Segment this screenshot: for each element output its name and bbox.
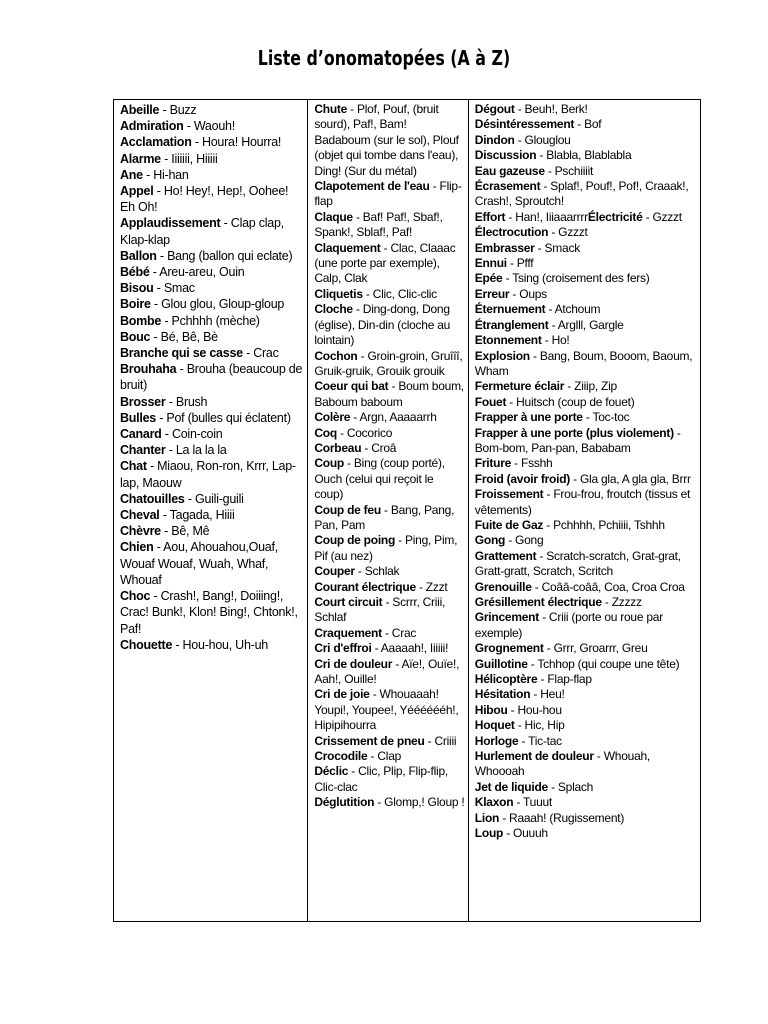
list-item: Froissement - Frou-frou, froutch (tissus et vêtements) [474,487,691,517]
entry-sound: Tuuut [523,795,553,810]
list-item: Coup - Bing (coup porté), Ouch (celui qui reçoit le coup) [314,456,445,502]
entry-sound: Whouah, Whoooah [474,749,651,779]
list-item: Grincement - Criii (porte ou roue par exemple) [474,610,663,640]
entry-term: Coq [314,425,337,440]
entry-sound: Glou glou, Gloup-gloup [161,297,285,312]
entry-term: Court circuit [314,595,383,609]
list-item: Court circuit - Scrrr, Criii, Schlaf [314,595,446,625]
list-item: Bombe - Pchhhh (mèche) [120,313,260,328]
entry-sound: Raaah! (Rugissement) [509,810,625,825]
entry-term: Coup [314,456,344,471]
entry-term: Branche qui se casse [120,346,243,361]
list-item: Erreur - Oups [474,286,547,301]
entry-term: Guillotine [474,656,528,671]
list-item: Ane - Hi-han [120,167,189,182]
list-item: Électrocution - Gzzzt [474,225,588,240]
entry-term: Colère [314,410,351,425]
entry-sound: Arglll, Gargle [557,317,624,332]
entry-sound: Miaou, Ron-ron, Krrr, Lap-lap, Maouw [120,459,296,490]
entry-term: Hélicoptère [474,672,538,687]
list-item: Cheval - Tagada, Hiiii [120,508,235,523]
list-item: Lion - Raaah! (Rugissement) [474,810,625,825]
list-item: Froid (avoir froid) - Gla gla, A gla gla, Brrr [474,471,691,486]
list-item: Hoquet - Hic, Hip [474,718,565,733]
entry-sound: Clic, Plip, Flip-flip, Clic-clac [314,764,448,794]
entry-term: Froissement [474,487,544,502]
entry-sound: Argn, Aaaaarrh [359,410,437,425]
entry-sound: Criii (porte ou roue par exemple) [474,610,663,640]
entry-sound: La la la la [175,443,227,458]
entry-sound: Coââ-coââ, Coa, Croa Croa [541,579,685,594]
entry-sound: Glomp,! Gloup ! [384,795,465,810]
entry-sound: Croâ [371,440,397,455]
entry-sound: Atchoum [554,302,601,317]
entry-term: Crissement de pneu [314,733,425,748]
entry-sound: Blabla, Blablabla [546,148,632,163]
entry-term: Cri de joie [314,687,370,702]
entry-term: Choc [120,589,151,604]
entry-sound: Beuh!, Berk! [524,102,588,116]
entry-term: Coup de feu [314,502,381,517]
list-item: Horloge - Tic-tac [474,733,562,748]
list-item: Discussion - Blabla, Blablabla [474,148,632,163]
list-item: Claque - Baf! Paf!, Sbaf!, Spank!, Sblaf!, Paf! [314,209,443,240]
list-item: Coup de feu - Bang, Pang, Pan, Pam [314,502,455,532]
list-item: Grenouille - Coââ-coââ, Coa, Croa Croa [474,579,685,594]
entry-sound: Huitsch (coup de fouet) [516,394,635,409]
list-item: Craquement - Crac [314,625,417,640]
entry-term: Chèvre [120,524,161,539]
list-item: Chatouilles - Guili-guili [120,491,244,506]
entry-sound: Boum boum, Baboum baboum [314,379,464,409]
entry-sound: Gzzzt [558,225,588,240]
entry-term: Brouhaha [120,362,177,377]
entry-sound: Ding-dong, Dong (église), Din-din (cloche au lointain) [314,302,451,348]
list-item: Loup - Ouuuh [474,826,548,841]
entry-sound: Aou, Ahouahou,Ouaf, Wouaf Wouaf, Wuah, Whaf, Whouaf [120,540,278,587]
list-item: Ennui - Pfff [474,256,534,271]
list-item: Coq - Cocorico [314,425,393,440]
entry-sound: Smac [163,281,195,296]
entry-term: Discussion [474,148,537,163]
entry-sound: Gzzzt [652,209,682,224]
entry-term: Etonnement [474,333,542,348]
entry-sound: Flap-flap [547,672,592,687]
entry-term: Bisou [120,281,154,296]
entry-sound: Tchhop (qui coupe une tête) [537,656,680,671]
entry-sound: Bé, Bê, Bè [160,329,218,344]
list-item: Explosion - Bang, Boum, Booom, Baoum, Wham [474,348,693,378]
list-item: Gong - Gong [474,533,544,548]
list-item: Eau gazeuse - Pschiiiit [474,163,594,178]
list-item: Fuite de Gaz - Pchhhh, Pchiiii, Tshhh [474,517,665,532]
entry-sound: Toc-toc [592,410,630,425]
list-item: Courant électrique - Zzzt [314,579,448,594]
list-item: Appel - Ho! Hey!, Hep!, Oohee! Eh Oh! [120,184,289,215]
entry-sound: Glouglou [524,132,571,147]
list-item: Dindon - Glouglou [474,132,571,147]
entry-sound: Hi-han [153,167,189,182]
entry-sound: Pof (bulles qui éclatent) [166,410,291,425]
entry-term: Coeur qui bat [314,379,389,394]
entry-term: Epée [474,271,503,286]
entry-term: Fuite de Gaz [474,517,544,532]
entry-sound: Bom-bom, Pan-pan, Bababam [474,440,631,455]
entry-term: Dindon [474,132,515,147]
entry-term: Cochon [314,348,358,363]
entry-sound: Scratch-scratch, Grat-grat, Gratt-gratt, Scratch, Scritch [474,548,681,579]
entry-sound: Gong [515,533,544,548]
entry-term: Gong [474,533,506,548]
entry-term: Déclic [314,764,349,779]
entry-term: Hurlement de douleur [474,749,594,764]
entry-sound: Bing (coup porté), Ouch (celui qui reçoit le coup) [314,456,445,502]
entry-sound: Fsshh [520,456,553,471]
entry-term: Crocodile [314,749,368,764]
list-item: Effort - Han!, IiiaaarrrrÉlectricité - Gzzzt [474,209,682,224]
entry-sound: Bang, Pang, Pan, Pam [314,502,455,532]
entry-term: Klaxon [474,795,514,810]
list-item: Coup de poing - Ping, Pim, Pif (au nez) [314,533,458,563]
list-item: Déglutition - Glomp,! Gloup ! [314,795,465,810]
entry-sound: Hou-hou [517,702,562,717]
entry-term: Courant électrique [314,579,416,594]
list-item: Cloche - Ding-dong, Dong (église), Din-din (cloche au lointain) [314,302,451,348]
list-item: Klaxon - Tuuut [474,795,553,810]
list-item: Coeur qui bat - Boum boum, Baboum baboum [314,379,464,409]
entry-term: Alarme [120,151,161,166]
list-item: Fermeture éclair - Ziiip, Zip [474,379,617,394]
list-item: Crocodile - Clap [314,749,402,764]
entry-sound: Hou-hou, Uh-uh [182,637,268,652]
list-item: Epée - Tsing (croisement des fers) [474,271,650,286]
entry-sound: Heu! [540,687,565,702]
entry-sound: Schlak [364,564,400,579]
entry-term: Étranglement [474,317,549,332]
entry-sound: Plof, Pouf, (bruit sourd), Paf!, Bam! Badaboum (sur le sol), Plouf (objet qui tombe dans l'eau), Ding! (Sur du métal) [314,102,459,178]
entry-term: Grattement [474,548,537,563]
list-item: Déclic - Clic, Plip, Flip-flip, Clic-clac [314,764,448,794]
list-item: Etonnement - Ho! [474,333,570,348]
entry-sound: Groin-groin, Gruîîî, Gruik-gruik, Grouik grouik [314,348,463,378]
entry-sound: Crac [253,346,279,361]
list-item: Cochon - Groin-groin, Gruîîî, Gruik-gruik, Grouik grouik [314,348,463,378]
entry-term: Friture [474,456,512,471]
entry-term: Grincement [474,610,539,625]
entry-term: Abeille [120,103,160,117]
entry-sound: Bê, Mê [171,524,210,539]
list-item: Frapper à une porte (plus violement) - Bom-bom, Pan-pan, Bababam [474,425,681,455]
list-item: Chute - Plof, Pouf, (bruit sourd), Paf!, Bam! Badaboum (sur le sol), Plouf (objet qui tombe dans l'eau), Ding! (Sur du métal) [314,102,459,178]
entry-term: Lion [474,810,500,825]
entry-term: Explosion [474,348,530,363]
entry-sound: Hic, Hip [524,718,565,733]
list-item: Couper - Schlak [314,564,400,579]
entry-sound: Pchhhh (mèche) [171,313,260,328]
list-item: Bulles - Pof (bulles qui éclatent) [120,410,291,425]
entry-term: Bébé [120,265,150,280]
entry-sound: Crac [391,625,417,640]
entry-term: Bouc [120,329,151,344]
list-item: Désintéressement - Bof [474,117,602,132]
entry-term: Loup [474,826,504,841]
list-item: Applaudissement - Clap clap, Klap-klap [120,216,284,247]
entry-term: Fouet [474,394,507,409]
list-item: Brouhaha - Brouha (beaucoup de bruit) [120,362,303,393]
entry-sound: Flip-flap [314,179,462,209]
entry-sound: Guili-guili [194,491,244,506]
list-item: Hésitation - Heu! [474,687,565,702]
entry-sound: Zzzt [425,579,448,594]
list-item: Bisou - Smac [120,281,195,296]
table-column-3 [468,100,700,921]
entry-sound: Brush [175,394,208,409]
list-item: Clapotement de l'eau - Flip-flap [314,179,462,209]
entry-sound: Pfff [516,256,534,271]
entry-sound: Brouha (beaucoup de bruit) [120,362,303,393]
entry-term: Canard [120,427,162,442]
entry-sound: Waouh! [193,119,235,134]
entry-term: Ennui [474,256,507,271]
entry-sound: Scrrr, Criii, Schlaf [314,595,446,625]
list-item: Fouet - Huitsch (coup de fouet) [474,394,635,409]
entry-term: Cri de douleur [314,656,393,671]
table-column-1 [114,100,307,921]
list-item: Chat - Miaou, Ron-ron, Krrr, Lap-lap, Maouw [120,459,296,490]
entry-term: Corbeau [314,440,362,455]
entry-term: Jet de liquide [474,779,548,794]
entry-sound: Criiii [434,733,457,748]
entry-sound: Smack [544,240,580,255]
entry-term: Frapper à une porte [474,410,583,425]
entry-term: Ane [120,167,143,182]
entry-sound: Ho! Hey!, Hep!, Oohee! Eh Oh! [120,184,289,215]
entry-term: Grenouille [474,579,532,594]
entry-sound: Tagada, Hiiii [169,508,235,523]
list-item: Claquement - Clac, Claaac (une porte par exemple), Calp, Clak [314,240,456,286]
list-item: Grognement - Grrr, Groarrr, Greu [474,641,648,656]
entry-term: Grognement [474,641,544,656]
entry-term: Chouette [120,637,173,652]
list-item: Embrasser - Smack [474,240,580,255]
entry-sound: Pschiiiit [554,163,594,178]
entry-term: Chute [314,102,348,116]
entry-term: Appel [120,184,154,199]
onomatopoeia-table [113,99,701,922]
entry-term: Chien [120,540,154,555]
list-item: Guillotine - Tchhop (qui coupe une tête) [474,656,680,671]
entry-sound: Houra! Hourra! [201,135,282,150]
entry-sound: Han!, Iiiaaarrrr [515,209,588,224]
entry-term: Erreur [474,286,510,301]
entry-term: Brosser [120,394,166,409]
list-item: Ballon - Bang (ballon qui eclate) [120,248,293,263]
entry-sound: Zzzzz [611,595,642,609]
entry-sound: Areu-areu, Ouin [159,265,245,280]
entry-sound: Tsing (croisement des fers) [512,271,650,286]
list-item: Chien - Aou, Ahouahou,Ouaf, Wouaf Wouaf, Wuah, Whaf, Whouaf [120,540,278,587]
entry-term: Frapper à une porte (plus violement) [474,425,674,440]
entry-term: Chatouilles [120,491,185,506]
entry-term: Fermeture éclair [474,379,565,394]
table-column-2 [307,100,467,921]
list-item: Grattement - Scratch-scratch, Grat-grat, Gratt-gratt, Scratch, Scritch [474,548,681,579]
entry-term: Grésillement électrique [474,595,602,609]
entry-term: Boire [120,297,151,312]
list-item: Crissement de pneu - Criiii [314,733,457,748]
list-item: Alarme - Iiiiiii, Hiiiii [120,151,218,166]
list-item: Hurlement de douleur - Whouah, Whoooah [474,749,651,779]
entry-term: Cheval [120,508,160,523]
entry-sound: Ping, Pim, Pif (au nez) [314,533,458,563]
entry-term: Désintéressement [474,117,575,132]
entry-sound: Tic-tac [528,733,562,748]
entry-term: Hoquet [474,718,515,733]
entry-term: Claquement [314,240,381,255]
list-item: Cliquetis - Clic, Clic-clic [314,286,437,301]
list-item: Abeille - Buzz [120,103,197,117]
entry-term: Claque [314,209,353,224]
entry-sound: Clap [377,749,402,764]
list-item: Canard - Coin-coin [120,427,223,442]
list-item: Bouc - Bé, Bê, Bè [120,329,218,344]
entry-term: Admiration [120,119,184,134]
list-item: Bébé - Areu-areu, Ouin [120,265,245,280]
entry-sound: Ho! [551,333,570,348]
list-item: Écrasement - Splaf!, Pouf!, Pof!, Craaak!, Crash!, Sproutch! [474,179,689,209]
list-item: Cri d'effroi - Aaaaah!, Iiiiii! [314,641,449,656]
list-item: Colère - Argn, Aaaaarrh [314,410,437,425]
list-item: Chèvre - Bê, Mê [120,524,210,539]
list-item: Admiration - Waouh! [120,119,235,134]
entry-term: Embrasser [474,240,535,255]
entry-term: Hibou [474,702,508,717]
entry-term: Clapotement de l'eau [314,179,430,194]
entry-term: Acclamation [120,135,192,150]
entry-sound: Splach [557,779,594,794]
entry-term: Hésitation [474,687,531,702]
entry-sound: Bang (ballon qui eclate) [167,248,293,263]
entry-term: Froid (avoir froid) [474,471,571,486]
entry-sound: Frou-frou, froutch (tissus et vêtements) [474,487,691,517]
entry-sound: Crash!, Bang!, Doiiing!, Crac! Bunk!, Klon! Bing!, Chtonk!, Paf! [120,589,298,636]
entry-term: Applaudissement [120,216,221,231]
list-item: Chouette - Hou-hou, Uh-uh [120,637,268,652]
list-item: Acclamation - Houra! Hourra! [120,135,282,150]
entry-term: Déglutition [314,795,375,810]
entry-term: Craquement [314,625,382,640]
entry-term: Bulles [120,410,157,425]
entry-term: Électrocution [474,225,549,240]
entry-sound: Bang, Boum, Booom, Baoum, Wham [474,348,693,378]
entry-sound: Coin-coin [171,427,223,442]
list-item: Frapper à une porte - Toc-toc [474,410,630,425]
entry-term: Cliquetis [314,286,363,301]
entry-sound: Cocorico [346,425,393,440]
entry-term: Eau gazeuse [474,163,545,178]
list-item: Brosser - Brush [120,394,208,409]
entry-term: Chanter [120,443,166,458]
entry-sound: Splaf!, Pouf!, Pof!, Craaak!, Crash!, Sproutch! [474,179,689,209]
entry-term: Cri d'effroi [314,641,372,656]
entry-term: Couper [314,564,355,579]
entry-term: Ballon [120,248,157,263]
entry-sound: Clic, Clic-clic [372,286,437,301]
list-item: Cri de joie - Whouaaah! Youpi!, Youpee!, Yééééééh!, Hipipihourra [314,687,459,733]
entry-sound: Ouuuh [513,826,548,841]
list-item: Hélicoptère - Flap-flap [474,672,592,687]
entry-term: Chat [120,459,147,474]
entry-term: Effort [474,209,506,224]
entry-sound: Grrr, Groarrr, Greu [553,641,648,656]
entry-sound: Bof [584,117,602,132]
list-item: Cri de douleur - Aïe!, Ouïe!, Aah!, Ouille! [314,656,460,687]
list-item: Choc - Crash!, Bang!, Doiiing!, Crac! Bunk!, Klon! Bing!, Chtonk!, Paf! [120,589,298,636]
entry-term: Électricité [587,209,643,224]
list-item: Corbeau - Croâ [314,440,397,455]
list-item: Chanter - La la la la [120,443,227,458]
entry-term: Cloche [314,302,353,317]
entry-term: Coup de poing [314,533,396,548]
entry-sound: Clap clap, Klap-klap [120,216,284,247]
entry-sound: Baf! Paf!, Sbaf!, Spank!, Sblaf!, Paf! [314,209,443,240]
page-title: Liste d’onomatopées (A à Z) [257,46,511,70]
entry-term: Bombe [120,313,162,328]
list-item: Grésillement électrique - Zzzzz [474,595,642,609]
entry-term: Écrasement [474,179,541,194]
list-item: Branche qui se casse - Crac [120,346,279,361]
list-item: Dégout - Beuh!, Berk! [474,102,588,116]
entry-sound: Whouaaah! Youpi!, Youpee!, Yééééééh!, Hipipihourra [314,687,459,733]
entry-sound: Iiiiiii, Hiiiii [171,151,218,166]
entry-sound: Gla gla, A gla gla, Brrr [579,471,691,486]
list-item: Boire - Glou glou, Gloup-gloup [120,297,285,312]
list-item: Éternuement - Atchoum [474,302,601,317]
entry-sound: Ziiip, Zip [574,379,617,394]
entry-term: Éternuement [474,302,546,317]
entry-term: Dégout [474,102,515,116]
list-item: Jet de liquide - Splach [474,779,594,794]
entry-term: Horloge [474,733,519,748]
entry-sound: Aïe!, Ouïe!, Aah!, Ouille! [314,656,460,687]
entry-sound: Clac, Claaac (une porte par exemple), Calp, Clak [314,240,456,286]
list-item: Hibou - Hou-hou [474,702,562,717]
entry-sound: Aaaaah!, Iiiiii! [380,641,449,656]
list-item: Friture - Fsshh [474,456,553,471]
entry-sound: Oups [519,286,547,301]
list-item: Étranglement - Arglll, Gargle [474,317,624,332]
entry-sound: Buzz [169,103,197,117]
entry-sound: Pchhhh, Pchiiii, Tshhh [553,517,665,532]
